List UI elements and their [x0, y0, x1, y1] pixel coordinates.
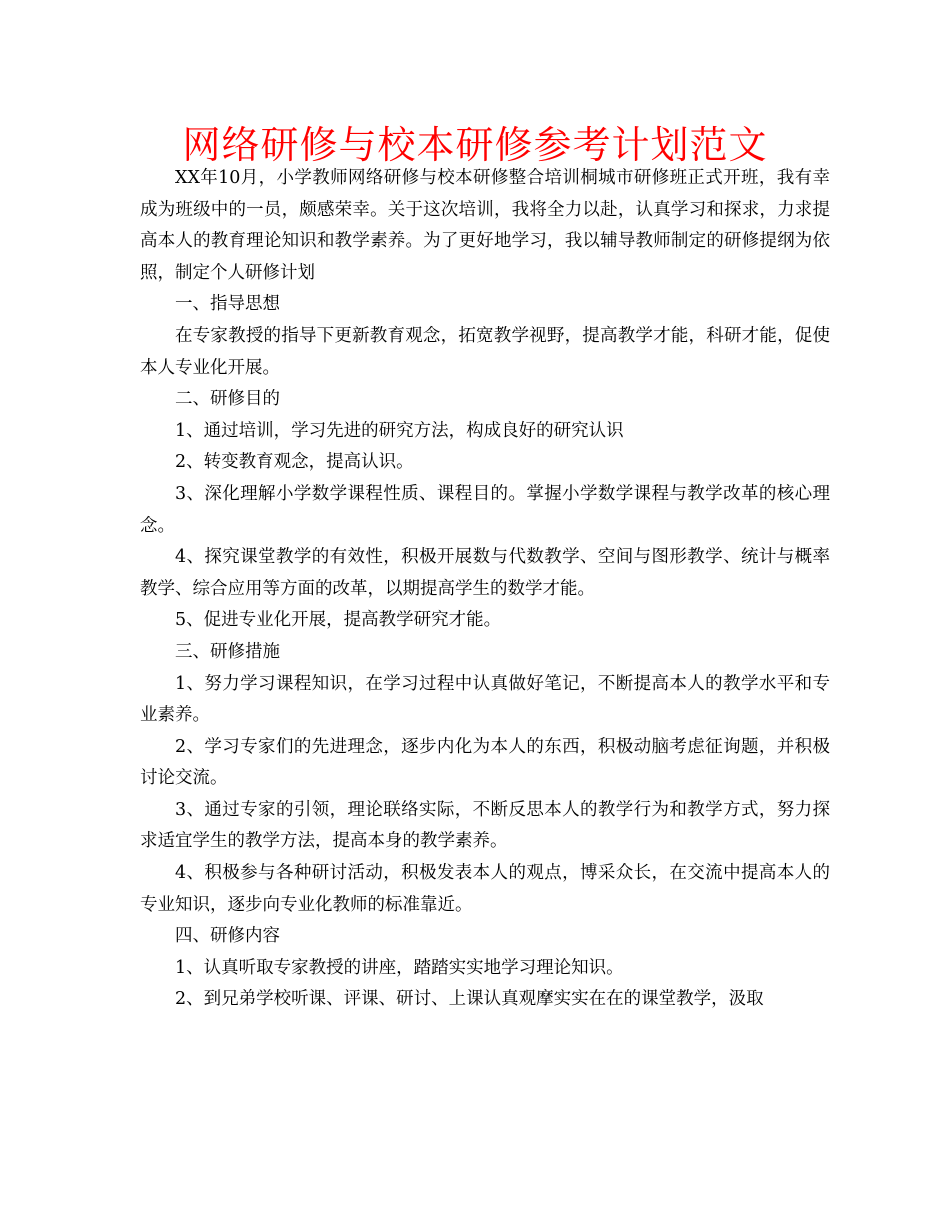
document-body [140, 163, 830, 1016]
list-item-goal-4: 4、探究课堂教学的有效性，积极开展数与代数教学、空间与图形教学、统计与概率教学、综合应用等方面的改革，以期提高学生的数学才能。 [140, 547, 830, 599]
section-heading-content: 四、研修内容 [175, 926, 280, 947]
list-item-content-1: 1、认真听取专家教授的讲座，踏踏实实地学习理论知识。 [175, 957, 624, 978]
list-item-measure-3: 3、通过专家的引领，理论联络实际，不断反思本人的教学行为和教学方式，努力探求适宜学生的教学方法，提高本身的教学素养。 [140, 799, 830, 852]
document-title: 网络研修与校本研修参考计划范文 [182, 123, 768, 167]
section-heading-guiding-thought: 一、指导思想 [175, 294, 280, 315]
list-item-goal-3: 3、深化理解小学数学课程性质、课程目的。掌握小学数学课程与教学改革的核心理念。 [140, 483, 830, 536]
list-item-goal-5: 5、促进专业化开展，提高教学研究才能。 [175, 610, 502, 631]
list-item-measure-4: 4、积极参与各种研讨活动，积极发表本人的观点，博采众长，在交流中提高本人的专业知识，逐步向专业化教师的标准靠近。 [140, 863, 830, 915]
list-item-goal-2: 2、转变教育观念，提高认识。 [175, 452, 414, 473]
section-heading-goals: 二、研修目的 [175, 389, 280, 410]
paragraph-guiding-thought: 在专家教授的指导下更新教育观念，拓宽教学视野，提高教学才能，科研才能，促使本人专业化开展。 [140, 325, 830, 378]
list-item-content-2: 2、到兄弟学校听课、评课、研讨、上课认真观摩实实在在的课堂教学，汲取 [175, 989, 764, 1010]
list-item-measure-1: 1、努力学习课程知识，在学习过程中认真做好笔记，不断提高本人的教学水平和专业素养。 [140, 673, 830, 726]
section-heading-measures: 三、研修措施 [175, 641, 280, 662]
paragraph-intro: XX年10月，小学教师网络研修与校本研修整合培训桐城市研修班正式开班，我有幸成为班级中的一员，颇感荣幸。关于这次培训，我将全力以赴，认真学习和探求，力求提高本人的教育理论知识和教学素养。为了更好地学习，我以辅导教师制定的研修提纲为依照，制定个人研修计划 [140, 168, 830, 283]
list-item-goal-1: 1、通过培训，学习先进的研究方法，构成良好的研究认识 [175, 420, 624, 441]
list-item-measure-2: 2、学习专家们的先进理念，逐步内化为本人的东西，积极动脑考虑征询题，并积极讨论交流。 [140, 736, 830, 789]
